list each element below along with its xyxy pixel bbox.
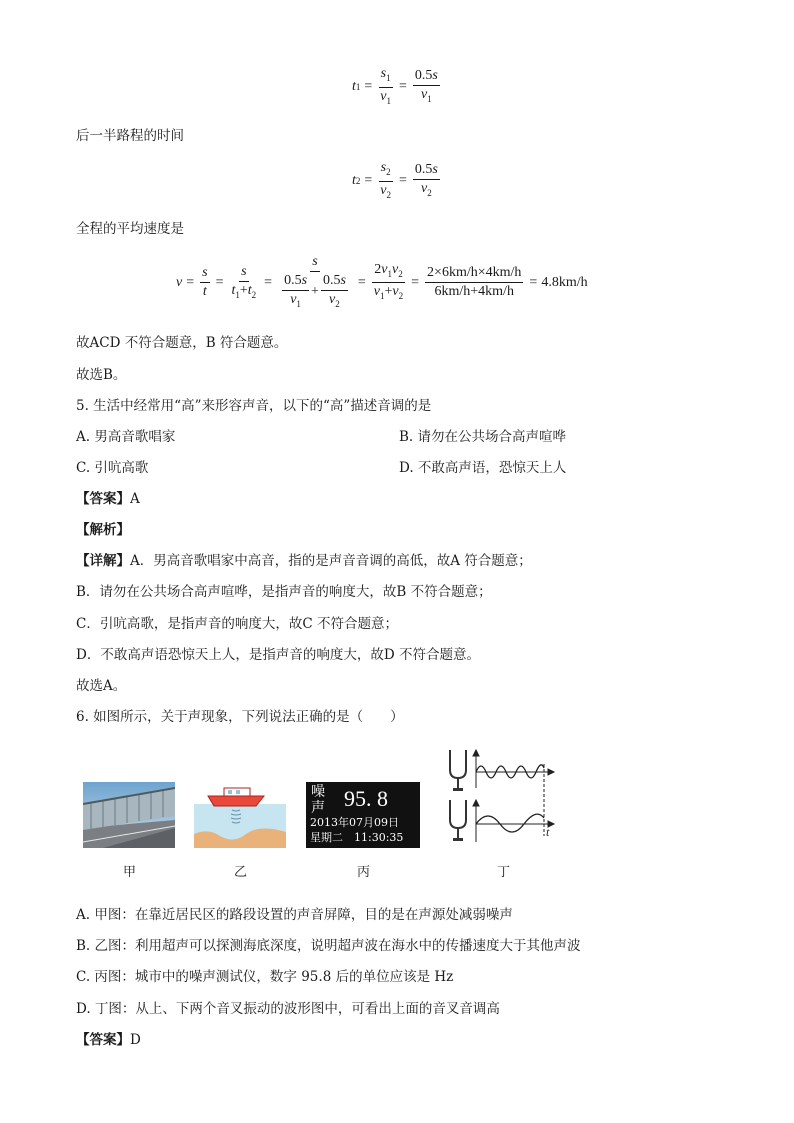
axis-t-label: t: [546, 825, 550, 839]
q5-option-d: D. 不敢高声语，恐惊天上人: [399, 460, 567, 476]
tuning-fork-icon: [450, 750, 466, 788]
q5-stem: 5. 生活中经常用“高”来形容声音，以下的“高”描述音调的是: [76, 398, 432, 414]
formula-t2: t 2 = $\frac{s_2}{v_2}$ = $\frac{0.5s}{v_2}$: [352, 160, 438, 200]
q4-choice: 故选B。: [76, 367, 127, 383]
q5-option-c: C. 引吭高歌: [76, 460, 149, 476]
figure-yi-boat-sonar: [194, 782, 286, 848]
q5-detail-b: B．请勿在公共场合高声喧哗，是指声音的响度大，故B 不符合题意；: [76, 584, 492, 600]
q6-option-a: A. 甲图：在靠近居民区的路段设置的声音屏障，目的是在声源处减弱噪声: [76, 907, 513, 923]
figure-label-ding: 丁: [497, 865, 511, 880]
q6-option-b: B. 乙图：利用超声可以探测海底深度，说明超声波在海水中的传播速度大于其他声波: [76, 938, 581, 954]
noise-date: 2013年07月09日: [310, 816, 399, 829]
detail-label: 【详解】: [76, 553, 130, 569]
q5-option-a: A. 男高音歌唱家: [76, 429, 176, 445]
text-avg-speed: 全程的平均速度是: [76, 221, 184, 237]
noise-label-bottom: 声: [311, 800, 325, 816]
q5-choice: 故选A。: [76, 678, 127, 694]
q6-option-d: D. 丁图：从上、下两个音叉振动的波形图中，可看出上面的音叉音调高: [76, 1001, 500, 1017]
q5-analysis-label: 【解析】: [76, 522, 130, 538]
noise-value: 95. 8: [344, 786, 388, 811]
answer-value: D: [130, 1032, 141, 1048]
answer-label: 【答案】: [76, 1032, 130, 1048]
tuning-fork-icon: [450, 800, 466, 838]
figure-label-bing: 丙: [357, 865, 371, 880]
answer-label: 【答案】: [76, 491, 130, 507]
q6-option-c: C. 丙图：城市中的噪声测试仪，数字 95.8 后的单位应该是 Hz: [76, 969, 454, 985]
figure-bing-noise-meter: [306, 782, 420, 848]
detail-text: A．男高音歌唱家中高音，指的是声音音调的高低，故A 符合题意；: [130, 553, 532, 569]
figure-label-yi: 乙: [234, 865, 248, 880]
q6-answer: [76, 1031, 141, 1049]
figure-ding-waveforms: [446, 748, 558, 852]
q5-answer: [76, 490, 140, 508]
noise-time: 星期二 11:30:35: [310, 831, 404, 844]
figure-jia-sound-barrier: [83, 782, 175, 848]
answer-value: A: [130, 491, 140, 507]
noise-label-top: 噪: [311, 784, 325, 800]
figure-label-jia: 甲: [123, 865, 137, 880]
formula-v: v = $\frac{s}{t}$ = $\frac{s}{t_1+t_2}$ = s $\frac{0.5s}{v_1}$ + $\frac{0.5s}{v_2}$ = $\frac{2v_1v_2}{v_1+v_2}$ = $\frac{2\times 6km/h\times 4km/h}{6km/h+4km/h}$ = 4.8km/h: [176, 254, 588, 309]
q5-option-b: B. 请勿在公共场合高声喧哗: [399, 429, 567, 445]
text-second-half: 后一半路程的时间: [76, 128, 184, 144]
q5-detail-c: C．引吭高歌，是指声音的响度大，故C 不符合题意；: [76, 616, 398, 632]
formula-t1: t 1 = $\frac{s_1}{v_1}$ = $\frac{0.5s}{v_1}$: [352, 66, 438, 106]
q5-detail-a: [76, 552, 532, 570]
q5-detail-d: D．不敢高声语恐惊天上人，是指声音的响度大，故D 不符合题意。: [76, 647, 480, 663]
q4-conclusion: 故ACD 不符合题意，B 符合题意。: [76, 335, 288, 351]
q6-stem: 6. 如图所示，关于声现象，下列说法正确的是（ ）: [76, 709, 404, 725]
